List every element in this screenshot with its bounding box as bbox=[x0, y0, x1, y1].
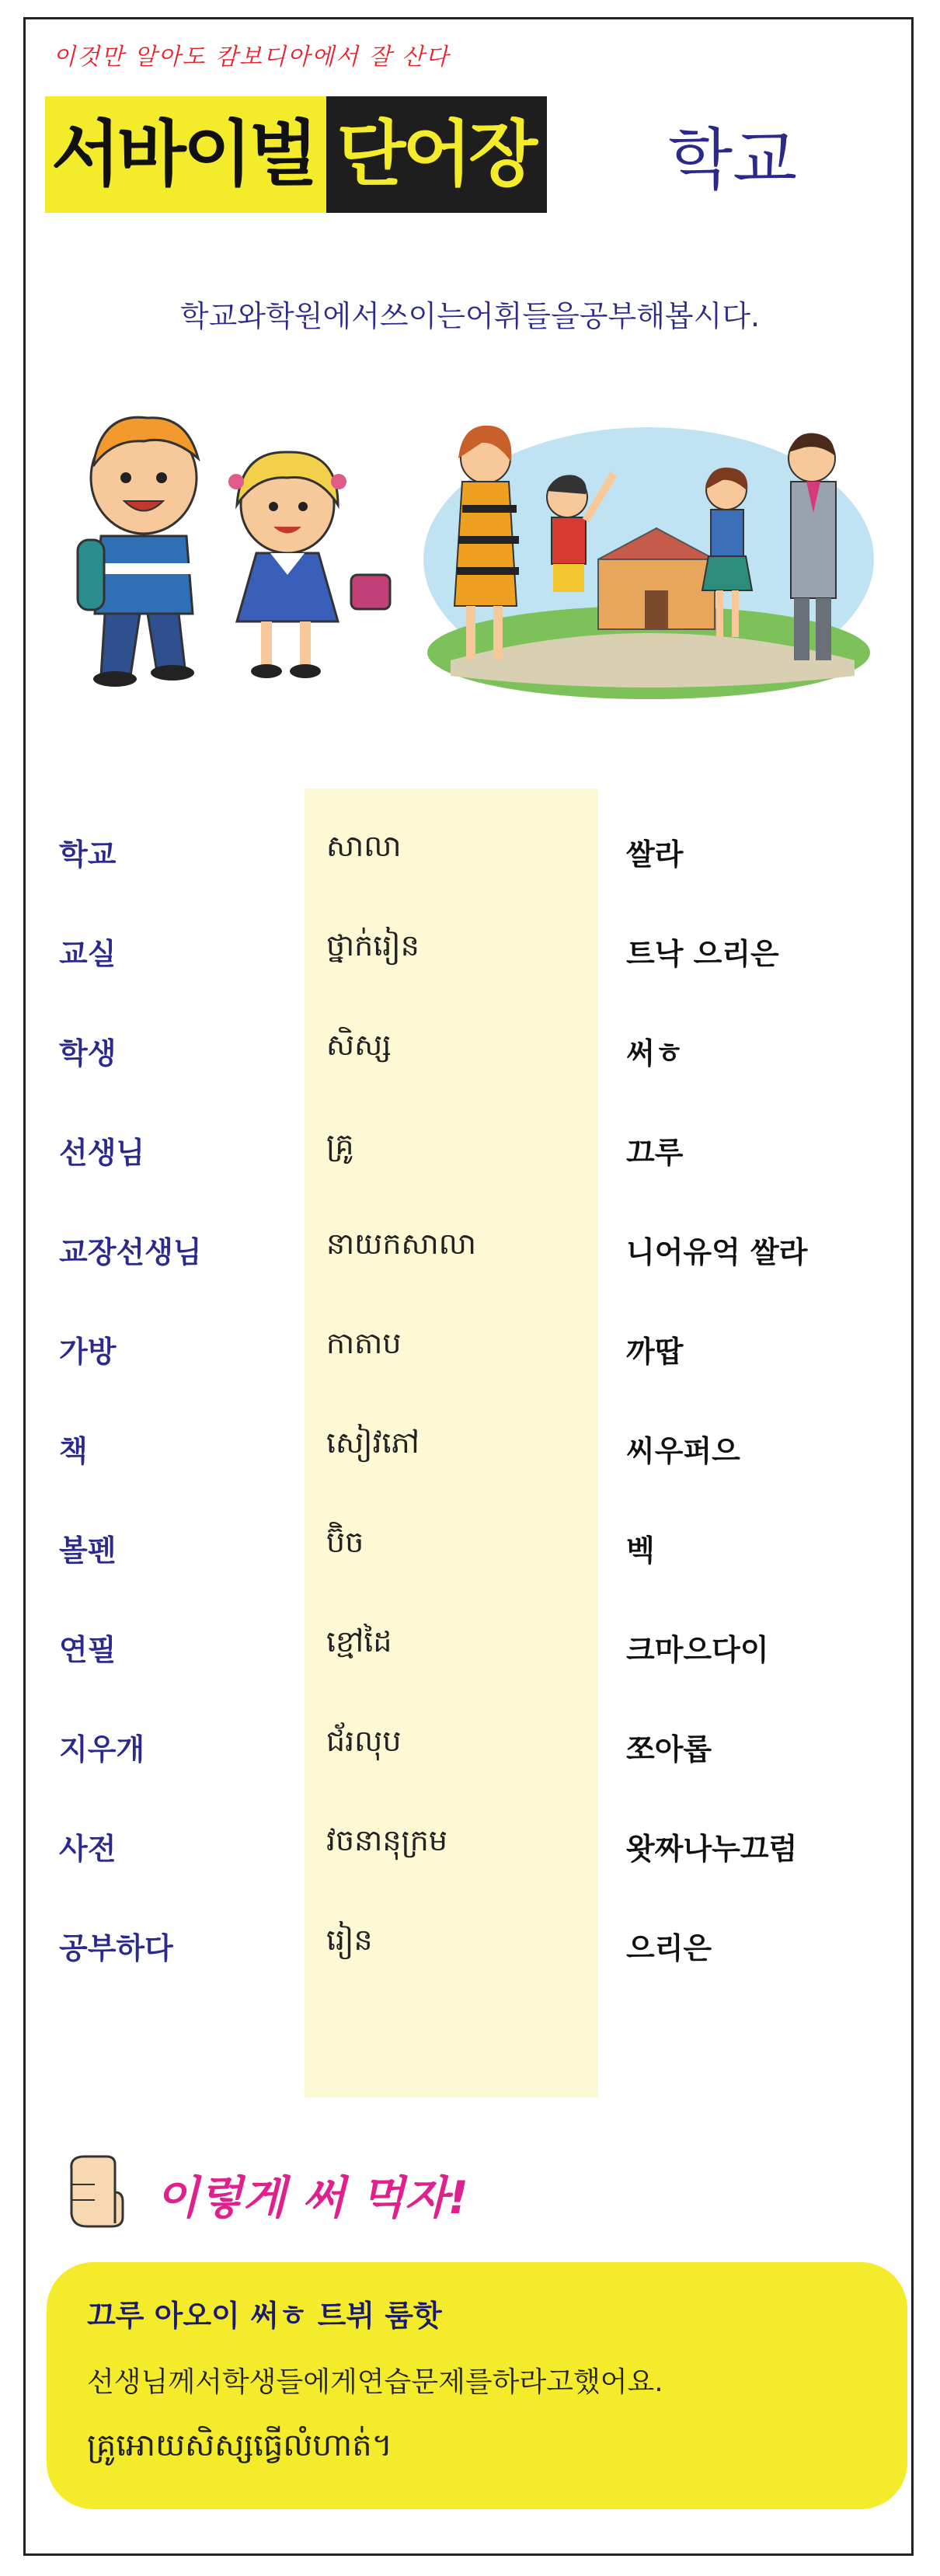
korean-word: 선생님 bbox=[59, 1136, 145, 1170]
korean-word: 가방 bbox=[59, 1335, 117, 1369]
children-illustration bbox=[70, 404, 404, 691]
korean-word: 학교 bbox=[59, 837, 117, 872]
example-heading: 이렇게 써 먹자! bbox=[155, 2171, 469, 2224]
example-khmer-sentence: គ្រូអោយសិស្សធ្វើលំហាត់។ bbox=[87, 2428, 392, 2463]
pronunciation: 까땁 bbox=[626, 1335, 684, 1369]
pronunciation: 으리은 bbox=[626, 1931, 712, 1965]
vocab-row bbox=[0, 903, 940, 1003]
topic-title: 학교 bbox=[668, 121, 798, 199]
vocab-row bbox=[0, 804, 940, 903]
logo-survival: 서바이벌 bbox=[45, 96, 326, 213]
pronunciation: 니어유억 쌀라 bbox=[626, 1235, 808, 1269]
khmer-word: សាលា bbox=[326, 829, 402, 863]
korean-word: 학생 bbox=[59, 1036, 117, 1070]
example-pronunciation: 끄루 아오이 써ㅎ 트뷔 룸핫 bbox=[87, 2299, 442, 2333]
vocab-row bbox=[0, 1202, 940, 1301]
khmer-word: ជ័រលុប bbox=[326, 1724, 402, 1758]
pronunciation: 크마으다이 bbox=[626, 1633, 769, 1667]
vocab-row bbox=[0, 1401, 940, 1500]
korean-word: 사전 bbox=[59, 1832, 117, 1866]
vocab-row bbox=[0, 1500, 940, 1600]
korean-word: 공부하다 bbox=[59, 1931, 173, 1965]
pronunciation: 쌀라 bbox=[626, 837, 684, 872]
khmer-word: រៀន bbox=[326, 1923, 373, 1957]
korean-word: 교장선생님 bbox=[59, 1235, 202, 1269]
korean-word: 교실 bbox=[59, 937, 117, 971]
subtitle: 학교와학원에서쓰이는어휘들을공부해봅시다. bbox=[179, 299, 761, 333]
korean-word: 볼펜 bbox=[59, 1533, 117, 1568]
pronunciation: 왓짜나누끄럼 bbox=[626, 1832, 798, 1866]
school-scene-illustration bbox=[420, 404, 878, 699]
tagline: 이것만 알아도 캄보디아에서 잘 산다 bbox=[53, 44, 450, 71]
pronunciation: 벡 bbox=[626, 1533, 655, 1568]
khmer-word: ខ្មៅដៃ bbox=[326, 1624, 392, 1659]
vocab-row bbox=[0, 1798, 940, 1898]
example-box bbox=[47, 2262, 907, 2509]
pronunciation: 쪼아롭 bbox=[626, 1732, 712, 1767]
vocab-row bbox=[0, 1301, 940, 1401]
vocab-row bbox=[0, 1699, 940, 1798]
khmer-word: គ្រូ bbox=[326, 1127, 354, 1161]
korean-word: 지우개 bbox=[59, 1732, 145, 1767]
vocab-row bbox=[0, 1003, 940, 1102]
khmer-word: ប៊ិច bbox=[326, 1525, 364, 1559]
vocab-row bbox=[0, 1600, 940, 1699]
boy-figure bbox=[78, 417, 198, 687]
girl-figure bbox=[228, 452, 390, 678]
vocab-row bbox=[0, 1898, 940, 1997]
vocab-row bbox=[0, 1102, 940, 1202]
pronunciation: 씨우퍼으 bbox=[626, 1434, 740, 1468]
logo bbox=[45, 96, 547, 213]
example-korean-sentence: 선생님께서학생들에게연습문제를하라고했어요. bbox=[87, 2366, 663, 2398]
pointing-hand-icon bbox=[64, 2146, 141, 2231]
korean-word: 책 bbox=[59, 1434, 88, 1468]
khmer-word: កាតាប bbox=[326, 1326, 402, 1360]
khmer-word: ថ្នាក់រៀន bbox=[326, 928, 420, 963]
pronunciation: 트낙 으리은 bbox=[626, 937, 779, 971]
khmer-word: សិស្ស bbox=[326, 1028, 392, 1062]
khmer-word: វចនានុក្រម bbox=[326, 1823, 448, 1857]
khmer-word: សៀវភៅ bbox=[326, 1426, 420, 1460]
korean-word: 연필 bbox=[59, 1633, 117, 1667]
khmer-word: នាយកសាលា bbox=[326, 1227, 476, 1261]
pronunciation: 써ㅎ bbox=[626, 1036, 684, 1070]
logo-vocabulary: 단어장 bbox=[326, 96, 548, 213]
pronunciation: 끄루 bbox=[626, 1136, 684, 1170]
